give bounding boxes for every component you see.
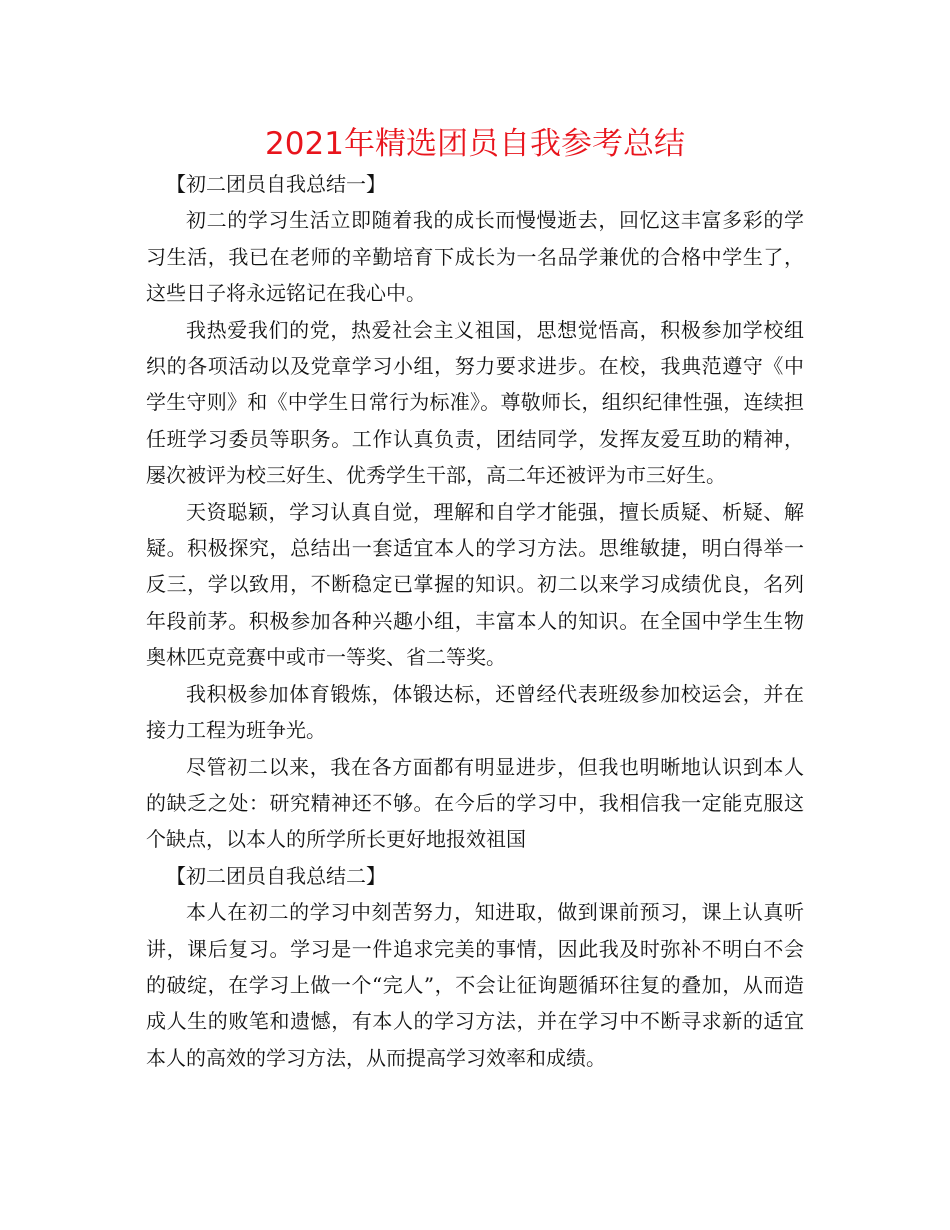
document-title: 2021年精选团员自我参考总结 xyxy=(265,126,685,162)
paragraph: 我积极参加体育锻炼，体锻达标，还曾经代表班级参加校运会，并在接力工程为班争光。 xyxy=(146,681,804,743)
paragraph: 初二的学习生活立即随着我的成长而慢慢逝去，回忆这丰富多彩的学习生活，我已在老师的辛勤培育下成长为一名品学兼优的合格中学生了，这些日子将永远铭记在我心中。 xyxy=(146,208,804,306)
paragraph: 我热爱我们的党，热爱社会主义祖国，思想觉悟高，积极参加学校组织的各项活动以及党章学习小组，努力要求进步。在校，我典范遵守《中学生守则》和《中学生日常行为标准》。尊敬师长，组织纪律性强，连续担任班学习委员等职务。工作认真负责，团结同学，发挥友爱互助的精神，屡次被评为校三好生、优秀学生干部，高二年还被评为市三好生。 xyxy=(146,317,804,488)
paragraph: 尽管初二以来，我在各方面都有明显进步，但我也明晰地认识到本人的缺乏之处：研究精神还不够。在今后的学习中，我相信我一定能克服这个缺点，以本人的所学所长更好地报效祖国 xyxy=(146,754,804,852)
section-heading-1: 【初二团员自我总结一】 xyxy=(166,172,386,196)
paragraph: 本人在初二的学习中刻苦努力，知进取，做到课前预习，课上认真听讲，课后复习。学习是一件追求完美的事情，因此我及时弥补不明白不会的破绽，在学习上做一个“完人”，不会让征询题循环往复的叠加，从而造成人生的败笔和遗憾，有本人的学习方法，并在学习中不断寻求新的适宜本人的高效的学习方法，从而提高学习效率和成绩。 xyxy=(146,900,804,1070)
document-body xyxy=(146,166,804,1076)
section-heading-2: 【初二团员自我总结二】 xyxy=(166,863,386,888)
paragraph: 天资聪颖，学习认真自觉，理解和自学才能强，擅长质疑、析疑、解疑。积极探究，总结出一套适宜本人的学习方法。思维敏捷，明白得举一反三，学以致用，不断稳定已掌握的知识。初二以来学习成绩优良，名列年段前茅。积极参加各种兴趣小组，丰富本人的知识。在全国中学生生物奥林匹克竞赛中或市一等奖、省二等奖。 xyxy=(146,499,804,670)
